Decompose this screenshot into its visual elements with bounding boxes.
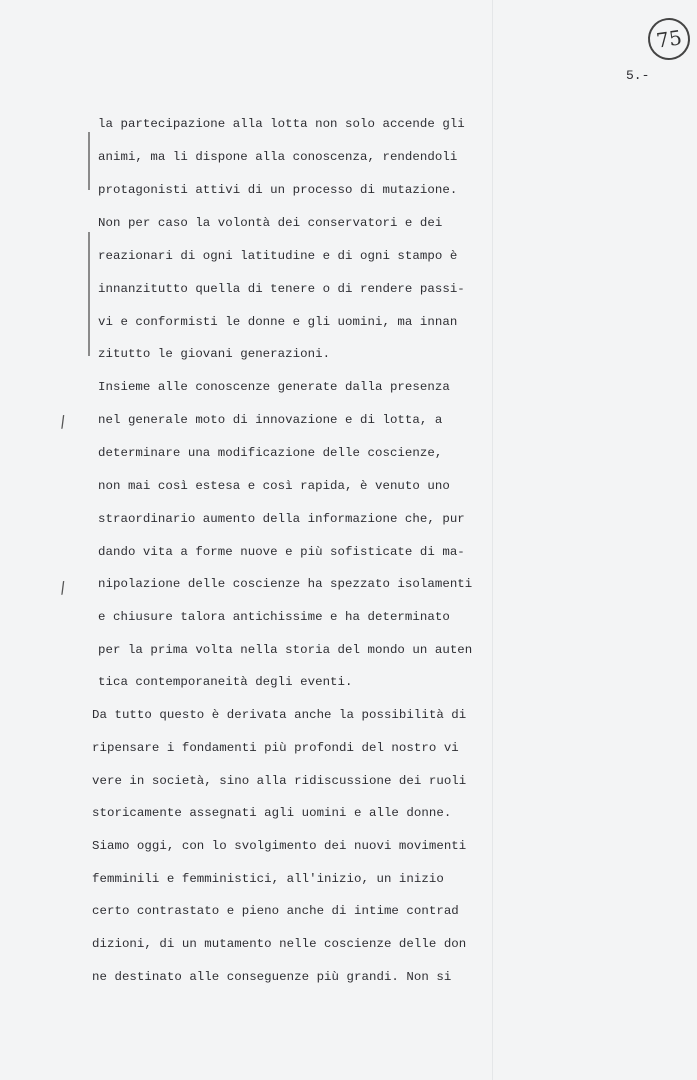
text-line: tica contemporaneità degli eventi. bbox=[98, 675, 353, 689]
text-line: non mai così estesa e così rapida, è venuto uno bbox=[98, 479, 450, 493]
text-line: ne destinato alle conseguenze più grandi. Non si bbox=[92, 970, 452, 984]
text-line: nipolazione delle coscienze ha spezzato isolamenti bbox=[98, 577, 473, 591]
text-line: protagonisti attivi di un processo di mutazione. bbox=[98, 183, 458, 197]
text-line: dizioni, di un mutamento nelle coscienze delle don bbox=[92, 937, 467, 951]
text-line: vi e conformisti le donne e gli uomini, ma innan bbox=[98, 315, 458, 329]
text-line: reazionari di ogni latitudine e di ogni stampo è bbox=[98, 249, 458, 263]
text-line: animi, ma li dispone alla conoscenza, rendendoli bbox=[98, 150, 458, 164]
paper-fold-line bbox=[492, 0, 493, 1080]
page-number: 5.- bbox=[626, 68, 650, 83]
text-line: Da tutto questo è derivata anche la possibilità di bbox=[92, 708, 467, 722]
text-line: ripensare i fondamenti più profondi del nostro vi bbox=[92, 741, 459, 755]
text-line: straordinario aumento della informazione che, pur bbox=[98, 512, 465, 526]
text-line: nel generale moto di innovazione e di lotta, a bbox=[98, 413, 443, 427]
text-line: certo contrastato e pieno anche di intime contrad bbox=[92, 904, 459, 918]
text-line: dando vita a forme nuove e più sofisticate di ma- bbox=[98, 545, 465, 559]
text-line: e chiusure talora antichissime e ha determinato bbox=[98, 610, 450, 624]
text-line: per la prima volta nella storia del mondo un auten bbox=[98, 643, 473, 657]
text-line: vere in società, sino alla ridiscussione dei ruoli bbox=[92, 774, 467, 788]
text-line: la partecipazione alla lotta non solo accende gli bbox=[98, 117, 465, 131]
text-line: innanzitutto quella di tenere o di rendere passi- bbox=[98, 282, 465, 296]
text-line: storicamente assegnati agli uomini e alle donne. bbox=[92, 806, 452, 820]
text-line: Non per caso la volontà dei conservatori e dei bbox=[98, 216, 443, 230]
text-line: Insieme alle conoscenze generate dalla presenza bbox=[98, 380, 450, 394]
margin-bracket-top bbox=[88, 132, 90, 190]
margin-bracket-middle bbox=[88, 232, 90, 356]
text-line: zitutto le giovani generazioni. bbox=[98, 347, 331, 361]
text-line: femminili e femministici, all'inizio, un inizio bbox=[92, 872, 444, 886]
text-line: Siamo oggi, con lo svolgimento dei nuovi movimenti bbox=[92, 839, 467, 853]
text-line: determinare una modificazione delle coscienze, bbox=[98, 446, 443, 460]
margin-tick-mark: / bbox=[58, 411, 67, 432]
margin-tick-mark: / bbox=[58, 577, 67, 598]
handwritten-page-stamp: 75 bbox=[645, 15, 692, 62]
